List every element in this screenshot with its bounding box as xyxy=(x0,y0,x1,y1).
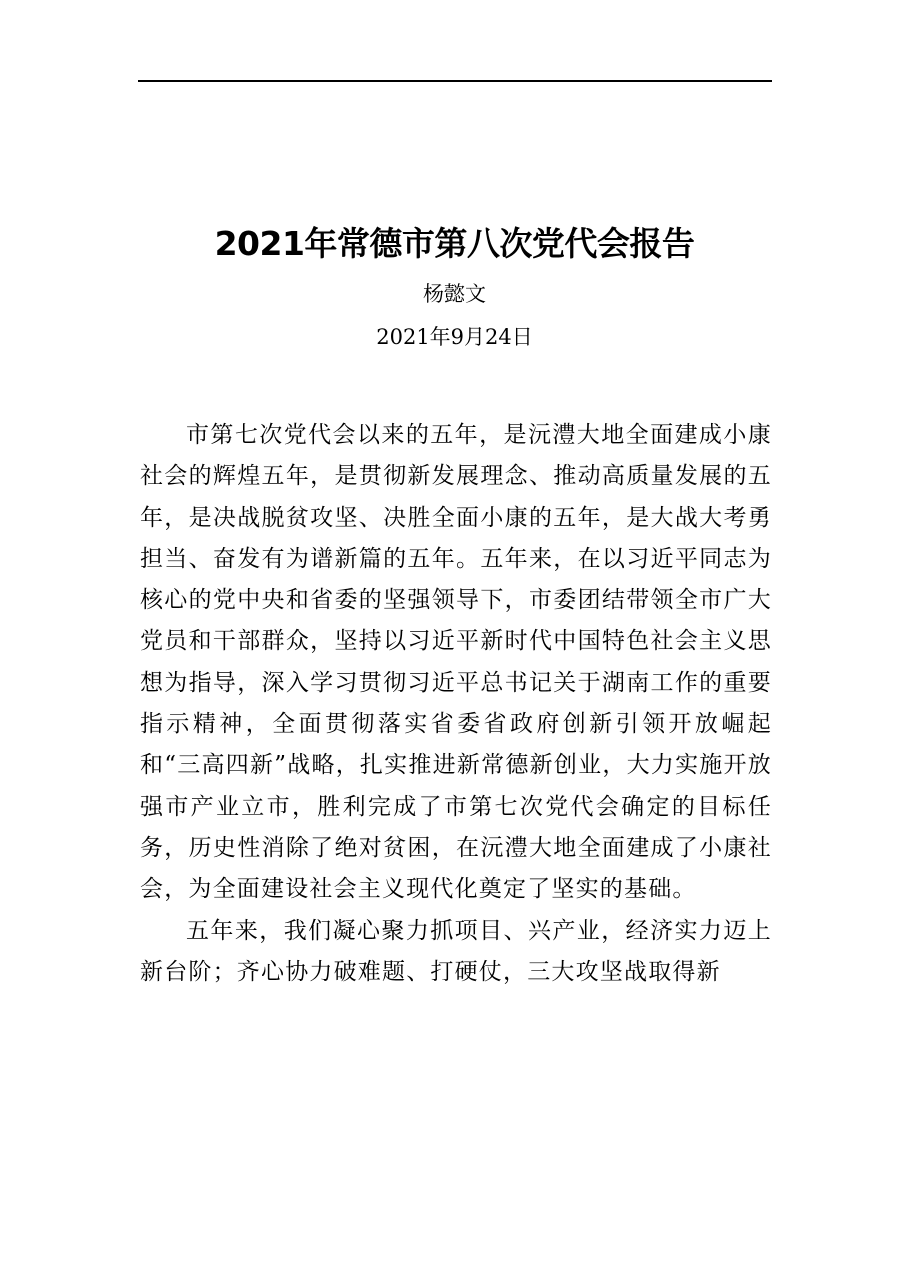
document-author: 杨懿文 xyxy=(423,282,486,306)
document-title: 2021年常德市第八次党代会报告 xyxy=(214,224,695,263)
body-paragraph-2: 五年来，我们凝心聚力抓项目、兴产业，经济实力迈上新台阶；齐心协力破难题、打硬仗，三大攻坚战取得新 xyxy=(140,917,772,985)
header-rule xyxy=(138,80,772,82)
document-date: 2021年9月24日 xyxy=(376,325,533,349)
body-paragraph-1: 市第七次党代会以来的五年，是沅澧大地全面建成小康社会的辉煌五年，是贯彻新发展理念、推动高质量发展的五年，是决战脱贫攻坚、决胜全面小康的五年，是大战大考勇担当、奋发有为谱新篇的五年。五年来，在以习近平同志为核心的党中央和省委的坚强领导下，市委团结带领全市广大党员和干部群众，坚持以习近平新时代中国特色社会主义思想为指导，深入学习贯彻习近平总书记关于湖南工作的重要指示精神，全面贯彻落实省委省政府创新引领开放崛起和“三高四新”战略，扎实推进新常德新创业，大力实施开放强市产业立市，胜利完成了市第七次党代会确定的目标任务，历史性消除了绝对贫困，在沅澧大地全面建成了小康社会，为全面建设社会主义现代化奠定了坚实的基础。 xyxy=(140,422,772,903)
document-body xyxy=(140,415,772,993)
